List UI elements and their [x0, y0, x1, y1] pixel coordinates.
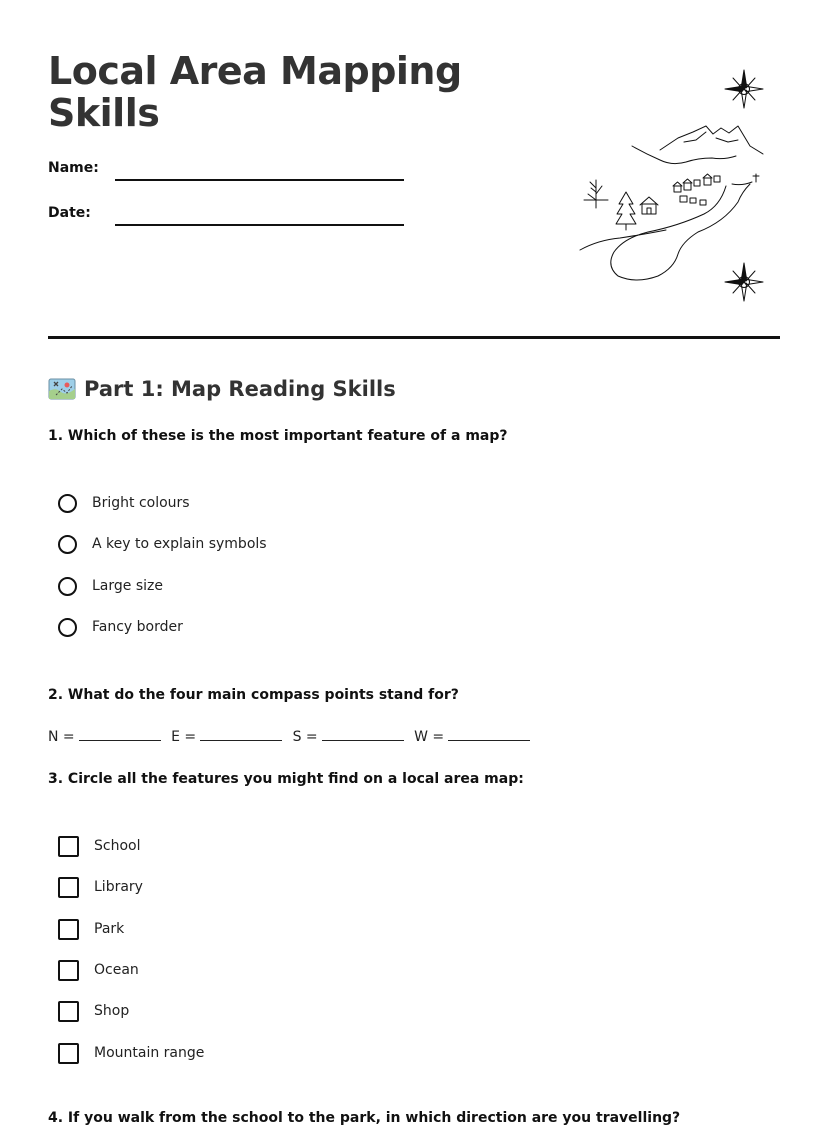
checkbox[interactable] [58, 1043, 79, 1064]
checkbox[interactable] [58, 919, 79, 940]
compass-rose-top-icon [725, 70, 763, 108]
checkbox[interactable] [58, 877, 79, 898]
question-1: 1. Which of these is the most important feature of a map? [48, 428, 508, 444]
compass-points-row [48, 728, 536, 745]
question-3: 3. Circle all the features you might find on a local area map: [48, 771, 524, 787]
compass-rose-bottom-icon [725, 263, 763, 301]
q1-option[interactable] [58, 491, 190, 515]
q3-option[interactable] [58, 875, 143, 899]
pine-tree-icon [616, 192, 636, 230]
q1-option[interactable] [58, 615, 183, 639]
river-path [611, 182, 752, 280]
mountain-ridge [632, 146, 736, 164]
mountain-outline [660, 126, 763, 154]
compass-point-label: S = [292, 729, 318, 745]
radio-button[interactable] [58, 577, 77, 596]
date-field [48, 205, 408, 227]
option-label: A key to explain symbols [92, 536, 267, 552]
option-label: Bright colours [92, 495, 190, 511]
compass-point-label: N = [48, 729, 75, 745]
q3-option[interactable] [58, 917, 124, 941]
section-divider [48, 336, 780, 339]
name-line[interactable] [115, 179, 404, 181]
cottage-icon [640, 197, 658, 214]
bare-tree-icon [584, 180, 608, 208]
option-label: Library [94, 879, 143, 895]
radio-button[interactable] [58, 494, 77, 513]
q3-option[interactable] [58, 958, 139, 982]
option-label: School [94, 838, 141, 854]
q3-option[interactable] [58, 999, 129, 1023]
section-title: Part 1: Map Reading Skills [84, 377, 396, 401]
option-label: Large size [92, 578, 163, 594]
worksheet-page [48, 0, 780, 1126]
radio-button[interactable] [58, 618, 77, 637]
question-2: 2. What do the four main compass points stand for? [48, 687, 459, 703]
option-label: Park [94, 921, 125, 937]
q1-option[interactable] [58, 532, 267, 556]
q1-option[interactable] [58, 574, 163, 598]
date-label: Date: [48, 205, 91, 221]
village-houses [673, 174, 759, 205]
compass-point-label: E = [171, 729, 197, 745]
page-title: Local Area Mapping Skills [48, 49, 462, 135]
option-label: Mountain range [94, 1045, 205, 1061]
radio-button[interactable] [58, 535, 77, 554]
option-label: Ocean [94, 962, 139, 978]
name-field [48, 160, 408, 182]
date-line[interactable] [115, 224, 404, 226]
compass-point-label: W = [414, 729, 445, 745]
answer-blank[interactable] [79, 728, 161, 741]
section-1-heading [48, 374, 396, 404]
option-label: Fancy border [92, 619, 183, 635]
answer-blank[interactable] [322, 728, 404, 741]
shoreline [580, 230, 666, 250]
option-label: Shop [94, 1003, 130, 1019]
checkbox[interactable] [58, 836, 79, 857]
question-4: 4. If you walk from the school to the park, in which direction are you travelling? [48, 1110, 681, 1126]
name-label: Name: [48, 160, 99, 176]
q3-option[interactable] [58, 834, 140, 858]
landscape-illustration [528, 62, 768, 310]
q3-option[interactable] [58, 1041, 204, 1065]
map-icon [48, 377, 76, 401]
checkbox[interactable] [58, 960, 79, 981]
checkbox[interactable] [58, 1001, 79, 1022]
answer-blank[interactable] [200, 728, 282, 741]
answer-blank[interactable] [448, 728, 530, 741]
